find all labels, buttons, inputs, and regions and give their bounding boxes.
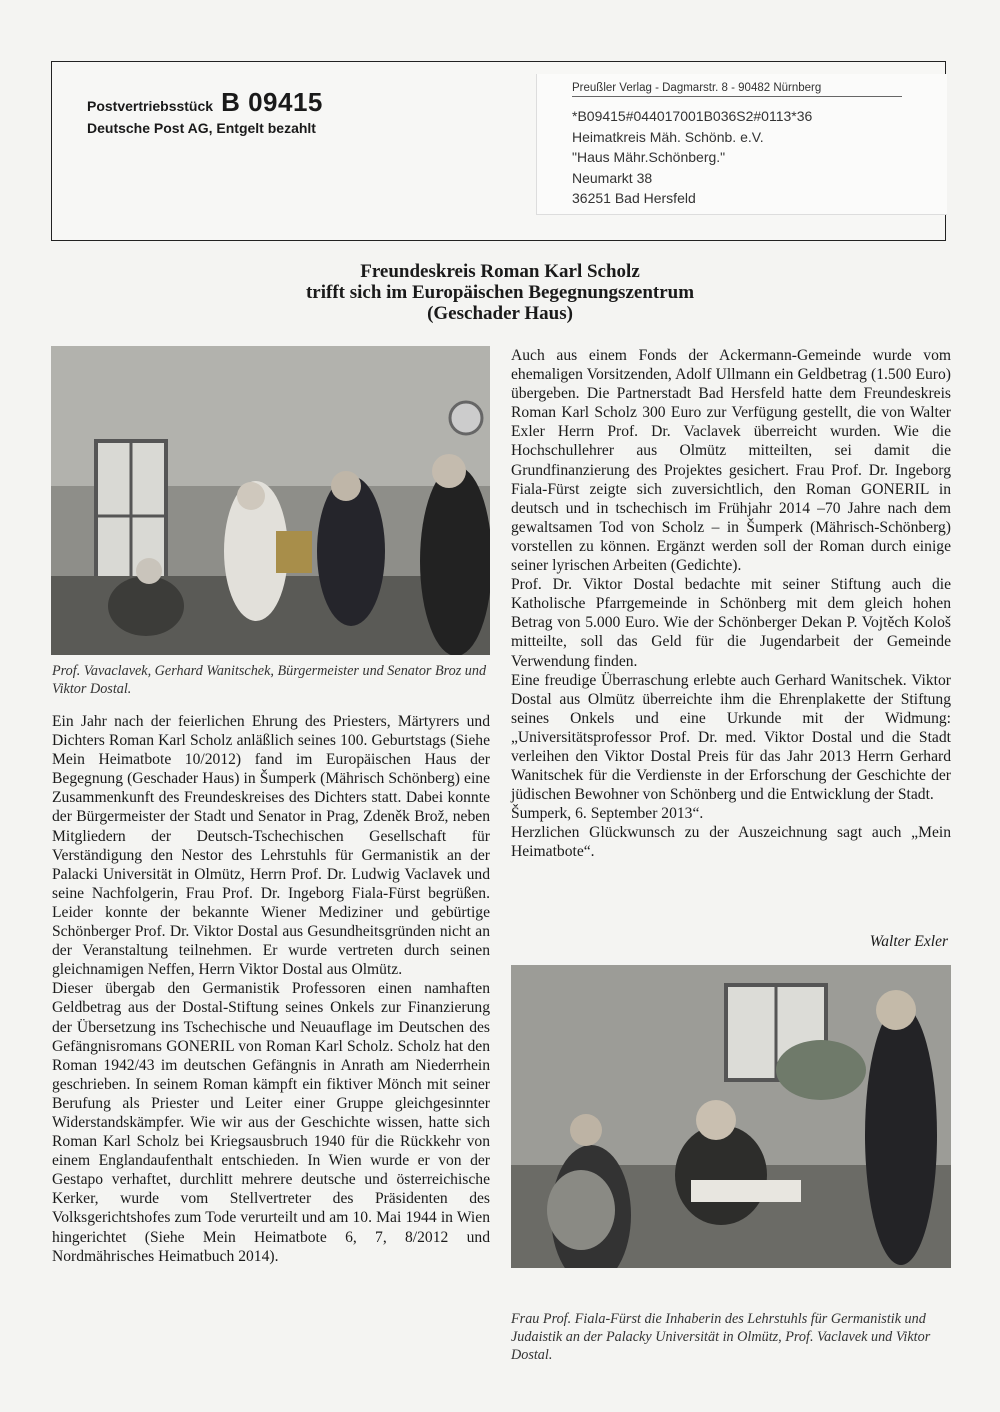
photo-award-handover	[51, 346, 490, 655]
mailing-box	[51, 61, 946, 241]
article-column-right	[511, 346, 951, 862]
article-paragraph: Herzlichen Glückwunsch zu der Auszeichnung sagt auch „Mein Heimatbote“.	[511, 824, 951, 861]
address-line: *B09415#044017001B036S2#0113*36	[572, 108, 813, 124]
post-code: B 09415	[221, 87, 323, 117]
article-paragraph: Ein Jahr nach der feierlichen Ehrung des Priesters, Märtyrers und Dichters Roman Karl Scholz anläßlich seines 100. Geburtstags (Siehe Mein Heimatbote 10/2012) fand im Europäischen Haus der Begegnung (Geschader Haus) in Šumperk (Mährisch Schönberg) eine Zusammenkunft des Freundeskreises des Dichters statt. Dabei konnte der Bürgermeister der Stadt und Senator in Prag, Zdeněk Brož, neben Mitgliedern der Deutsch-Tschechischen Gesellschaft für Verständigung den Nestor des Lehrstuhls für Germanistik an der Palacki Universität in Olmütz, Herrn Prof. Dr. Ludwig Vaclavek und seine Nachfolgerin, Frau Prof. Dr. Ingeborg Fiala-Fürst begrüßen. Leider konnte der bekannte Wiener Mediziner und gebürtige Schönberger Prof. Dr. Viktor Dostal aus Gesundheitsgründen nicht an der Veranstaltung teilnehmen. Er wurde vertreten durch seinen gleichnamigen Neffen, Herrn Viktor Dostal aus Olmütz.	[52, 713, 490, 979]
photo-caption: Frau Prof. Fiala-Fürst die Inhaberin des Lehrstuhls für Germanistik und Judaistik an der Palacky Universität in Olmütz, Prof. Vaclavek und Viktor Dostal.	[511, 1311, 931, 1363]
article-paragraph: Auch aus einem Fonds der Ackermann-Gemeinde wurde vom ehemaligen Vorsitzenden, Adolf Ullmann ein Geldbetrag (1.500 Euro) übergeben. Die Partnerstadt Bad Hersfeld hatte dem Freundeskreis Roman Karl Scholz 300 Euro zur Verfügung gestellt, die von Walter Exler Herrn Prof. Dr. Vaclavek überreicht wurden. Wie die Hochschullehrer aus Olmütz mitteilten, sei damit die Grundfinanzierung des Projektes gesichert. Frau Prof. Dr. Ingeborg Fiala-Fürst zeigte sich zuversichtlich, den Roman GONERIL in deutsch und in tschechisch im Frühjahr 2014 –70 Jahre nach dem gewaltsamen Tod von Scholz – in Šumperk (Mährisch-Schönberg) vorstellen zu können. Ergänzt werden soll der Roman durch einige seiner lyrischen Arbeiten (Gedichte).	[511, 347, 951, 575]
article-column-left	[52, 712, 490, 1266]
photo-meeting-table	[511, 965, 951, 1268]
headline-line: (Geschader Haus)	[427, 303, 573, 324]
address-label	[536, 74, 947, 215]
address-line: "Haus Mähr.Schönberg."	[572, 149, 726, 165]
author-byline: Walter Exler	[869, 933, 948, 950]
article-paragraph: Prof. Dr. Viktor Dostal bedachte mit seiner Stiftung auch die Katholische Pfarrgemeinde in Schönberg mit dem gleich hohen Betrag von 5.000 Euro. Wie der Schönberger Dekan P. Vojtěch Kološ mitteilte, soll das Geld für die Jugendarbeit der Gemeinde Verwendung finden.	[511, 576, 951, 670]
post-label: Postvertriebsstück	[87, 98, 214, 114]
address-line: Neumarkt 38	[572, 169, 653, 186]
headline-line: trifft sich im Europäischen Begegnungszentrum	[305, 282, 695, 303]
article-headline	[200, 261, 800, 324]
post-payment-note: Deutsche Post AG, Entgelt bezahlt	[87, 120, 316, 136]
article-paragraph: Eine freudige Überraschung erlebte auch Gerhard Wanitschek. Viktor Dostal aus Olmütz überreichte ihm die Ehrenplakette der Stiftung seines Onkels und eine Urkunde mit der Widmung: „Universitätsprofessor Prof. Dr. med. Viktor Dostal und die Stadt verleihen den Viktor Dostal Preis für das Jahr 2013 Herrn Gerhard Wanitschek für die Verdienste in der Erforschung der Geschichte der jüdischen Bewohner von Schönberg und die Entwicklung der Stadt.	[511, 671, 951, 804]
article-paragraph: Dieser übergab den Germanistik Professoren einen namhaften Geldbetrag aus der Dostal-Stiftung seines Onkels zur Finanzierung der Übersetzung ins Tschechische und Neuauflage im Deutschen des Gefängnisromans GONERIL von Roman Karl Scholz. Scholz hat den Roman 1942/43 im deutschen Gefängnis in Anrath am Niederrhein geschrieben. In seinem Roman kämpft ein fiktiver Mönch mit seiner Berufung als Priester und Leiter einer Gruppe gleichgesinnter Widerstandskämpfer. Wie wir aus der Geschichte wissen, hatte sich Roman Karl Scholz bei Kriegsausbruch 1940 für die Rückkehr von einem Englandaufenthalt entschieden. In Wien wurde er von der Gestapo verhaftet, durchlitt mehrere deutsche und österreichische Kerker, wurde vom Stellvertreter des Präsidenten des Volksgerichtshofes zum Tode verurteilt und am 10. Mai 1944 in Wien hingerichtet (Siehe Mein Heimatbote 6, 7, 8/2012 und Nordmährisches Heimatbuch 2014).	[52, 980, 490, 1265]
postage-info	[87, 87, 323, 136]
article-paragraph: Šumperk, 6. September 2013“.	[511, 805, 704, 823]
photo-caption: Prof. Vavaclavek, Gerhard Wanitschek, Bürgermeister und Senator Broz und Viktor Dostal.	[52, 663, 487, 697]
address-line: 36251 Bad Hersfeld	[572, 190, 696, 206]
headline-line: Freundeskreis Roman Karl Scholz	[360, 261, 640, 282]
sender-line: Preußler Verlag - Dagmarstr. 8 - 90482 Nürnberg	[572, 82, 902, 97]
address-line: Heimatkreis Mäh. Schönb. e.V.	[572, 128, 764, 145]
